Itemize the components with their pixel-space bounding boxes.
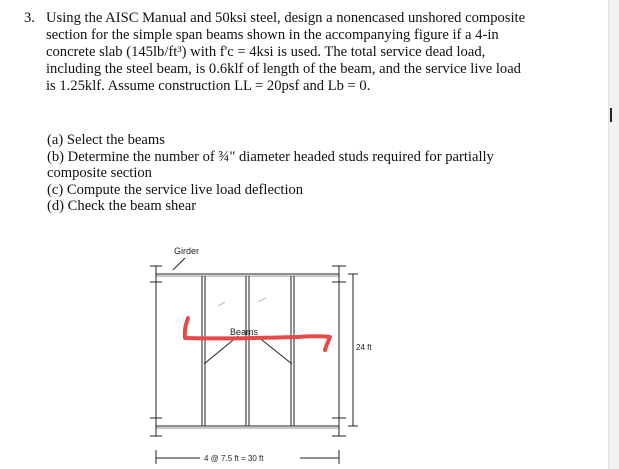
problem-number: 3. (24, 10, 35, 26)
framing-plan-figure (140, 238, 380, 466)
girder-label: Girder (174, 246, 200, 256)
problem-statement (24, 10, 580, 95)
beam-2 (246, 276, 249, 426)
span-dimension-label: 4 @ 7.5 ft = 30 ft (204, 454, 264, 463)
problem-line: section for the simple span beams shown in the accompanying figure if a 4-in (46, 27, 499, 43)
beams-label: Beams (230, 327, 259, 337)
part-d: (d) Check the beam shear (47, 198, 197, 214)
problem-text (46, 10, 580, 95)
girder-leader (173, 258, 185, 270)
beam-1 (202, 276, 205, 426)
page-edge-strip (608, 0, 619, 469)
part-b-continued: composite section (47, 165, 152, 181)
problem-line: concrete slab (145lb/ft³) with f'c = 4ksi is used. The total service dead load, (46, 44, 486, 60)
height-dimension-label: 24 ft (356, 343, 372, 352)
part-a: (a) Select the beams (47, 132, 165, 148)
problem-parts (47, 132, 580, 215)
beam-3 (291, 276, 294, 426)
part-c: (c) Compute the service live load deflection (47, 181, 304, 198)
problem-line: including the steel beam, is 0.6klf of length of the beam, and the service live load (46, 61, 521, 77)
problem-line: Using the AISC Manual and 50ksi steel, design a nonencased unshored composite (46, 10, 526, 26)
part-b: (b) Determine the number of ¾" diameter headed studs required for partially (47, 148, 494, 165)
problem-line: is 1.25klf. Assume construction LL = 20psf and Lb = 0. (46, 78, 371, 94)
edge-mark (610, 108, 612, 122)
beams-leader-right (257, 336, 292, 364)
